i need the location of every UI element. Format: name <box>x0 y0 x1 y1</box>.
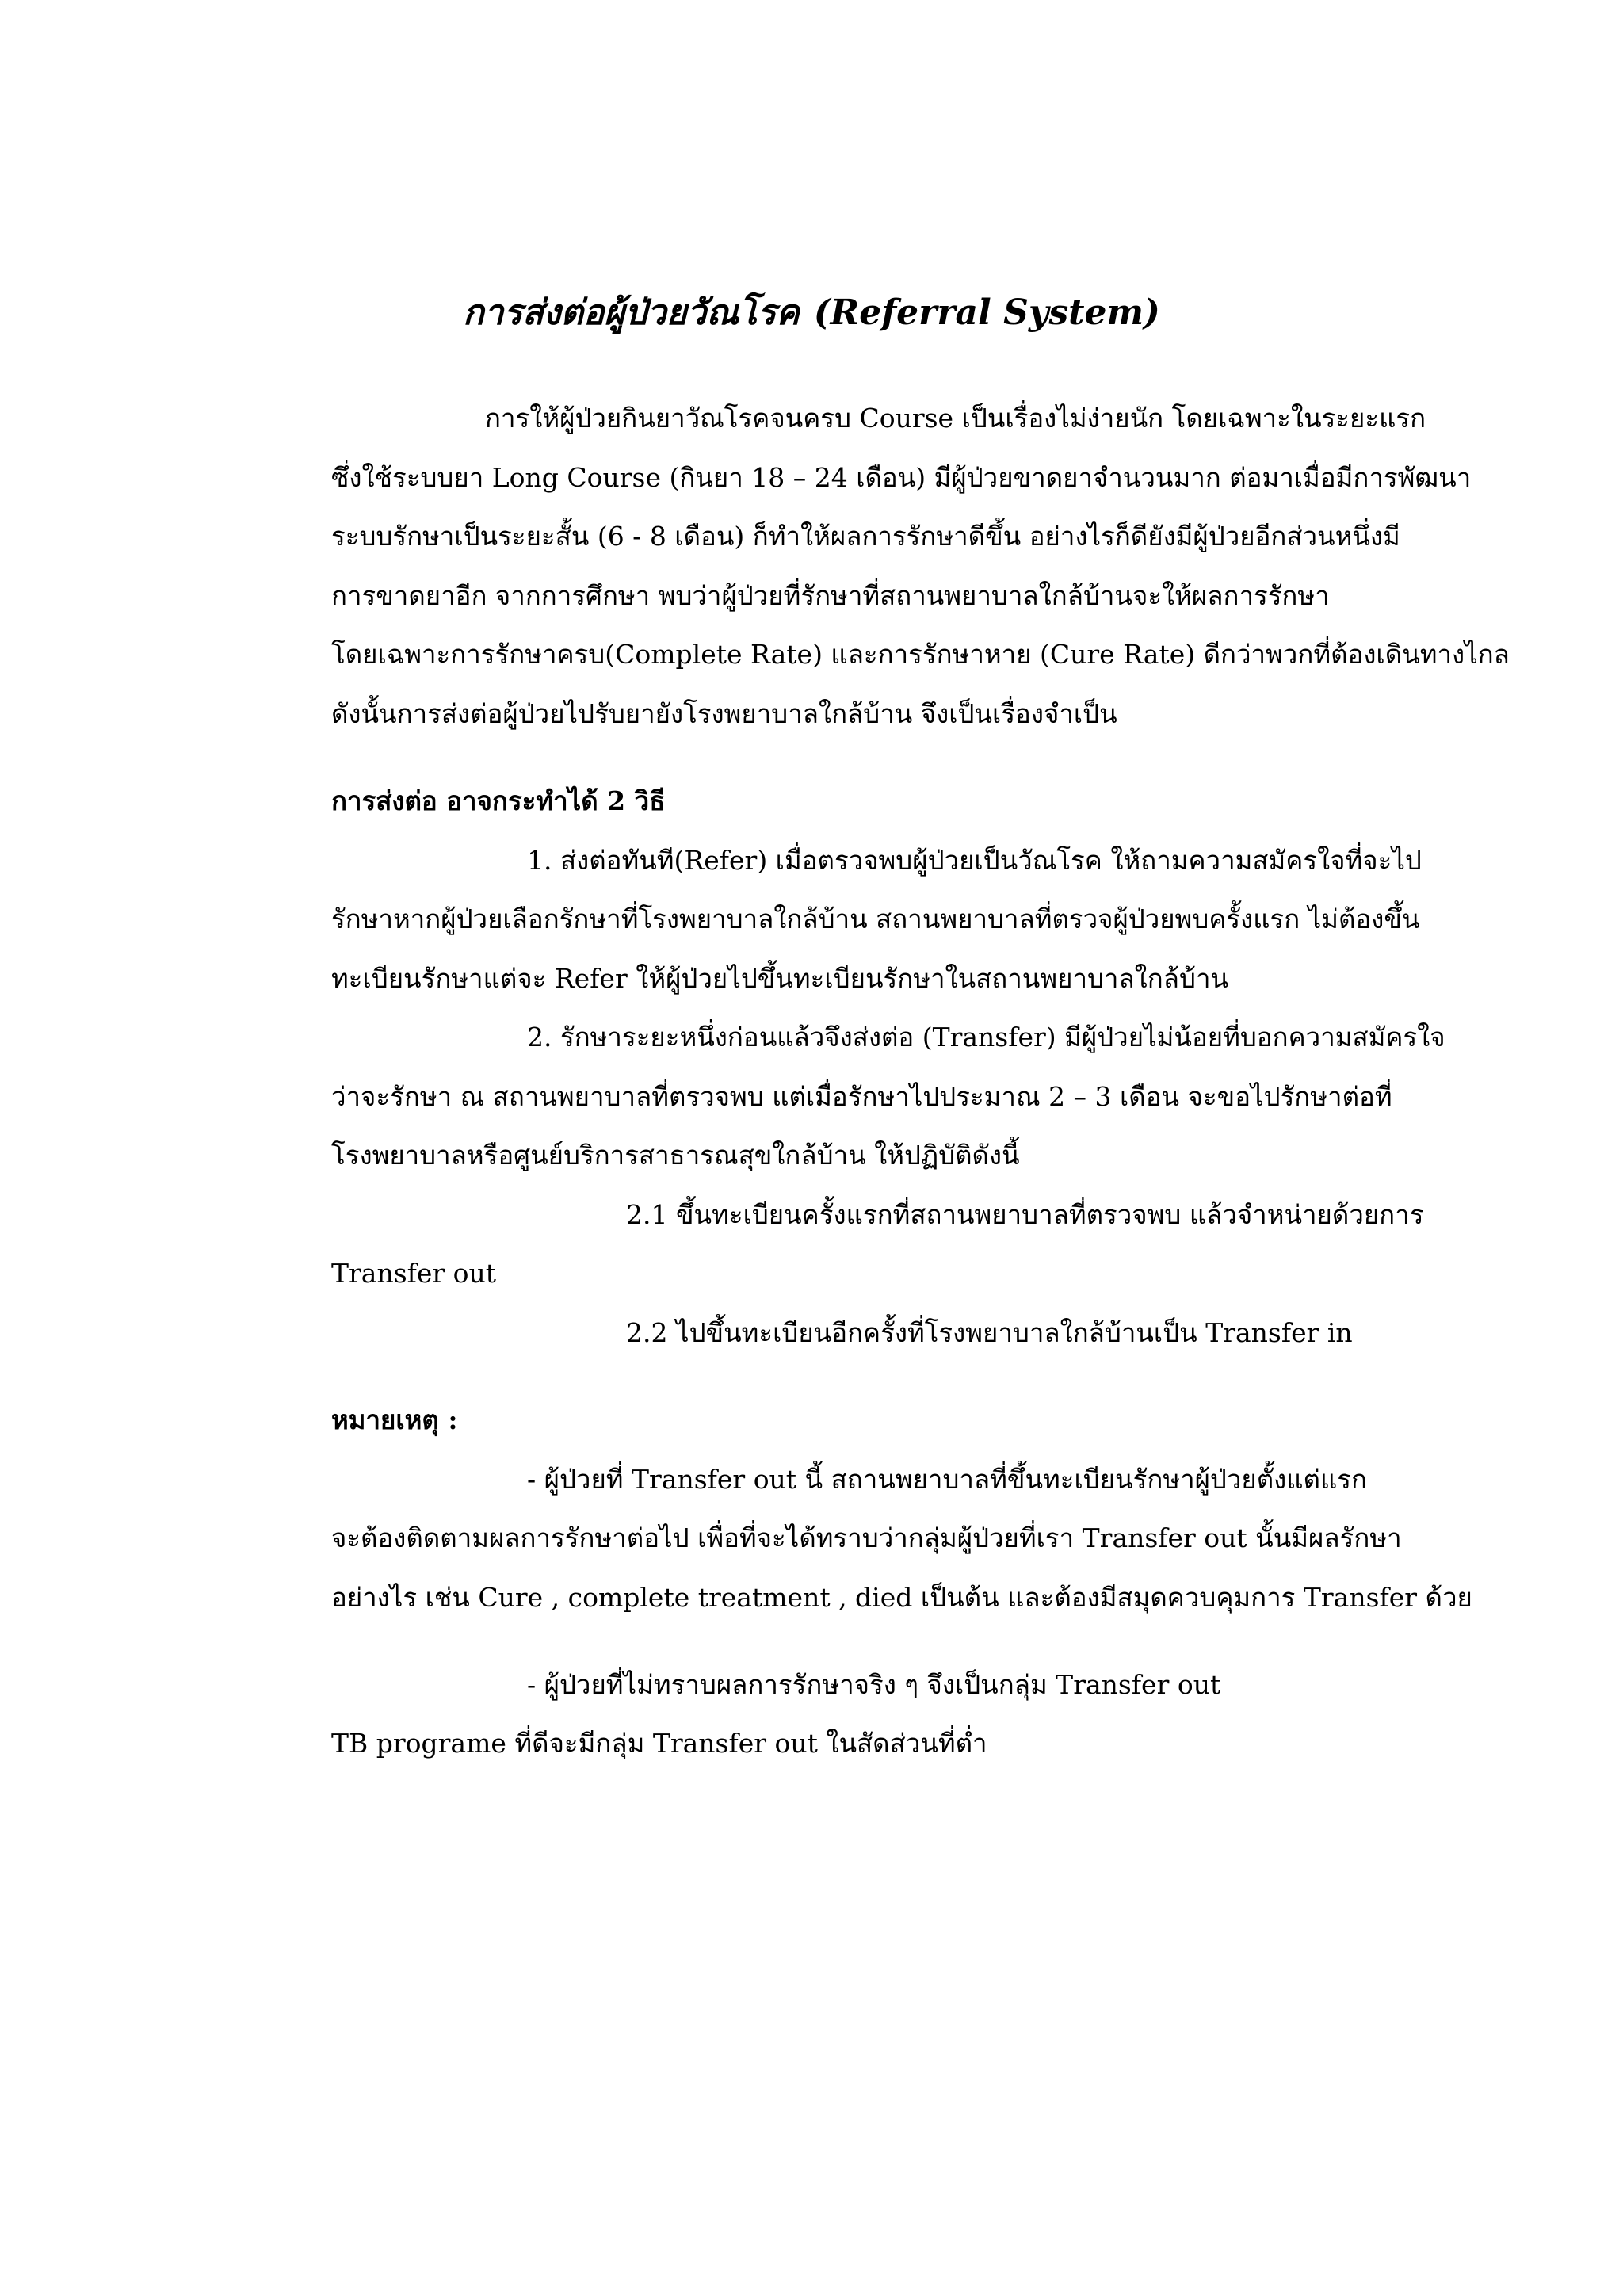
intro-line: โดยเฉพาะการรักษาครบ(Complete Rate) และการรักษาหาย (Cure Rate) ดีกว่าพวกที่ต้องเดินทางไกล <box>331 639 1510 670</box>
note1-line: อย่างไร เช่น Cure , complete treatment , died เป็นต้น และต้องมีสมุดควบคุมการ Transfer ด้วย <box>331 1582 1472 1613</box>
method2-line: ว่าจะรักษา ณ สถานพยาบาลที่ตรวจพบ แต่เมื่อรักษาไปประมาณ 2 – 3 เดือน จะขอไปรักษาต่อที่ <box>331 1081 1392 1112</box>
method1-line: 1. ส่งต่อทันที(Refer) เมื่อตรวจพบผู้ป่วยเป็นวัณโรค ให้ถามความสมัครใจที่จะไป <box>527 845 1422 876</box>
intro-line: การให้ผู้ป่วยกินยาวัณโรคจนครบ Course เป็นเรื่องไม่ง่ายนัก โดยเฉพาะในระยะแรก <box>485 403 1426 434</box>
note1-line: จะต้องติดตามผลการรักษาต่อไป เพื่อที่จะได้ทราบว่ากลุ่มผู้ป่วยที่เรา Transfer out นั้นมีผลรักษา <box>331 1522 1402 1553</box>
intro-line: การขาดยาอีก จากการศึกษา พบว่าผู้ป่วยที่รักษาที่สถานพยาบาลใกล้บ้านจะให้ผลการรักษา <box>331 580 1330 611</box>
step-2-1-line: Transfer out <box>331 1258 497 1289</box>
intro-line: ระบบรักษาเป็นระยะสั้น (6 - 8 เดือน) ก็ทำให้ผลการรักษาดีขึ้น อย่างไรก็ดียังมีผู้ป่วยอีกส่วนหนึ่งมี <box>331 521 1400 552</box>
method2-line: 2. รักษาระยะหนึ่งก่อนแล้วจึงส่งต่อ (Transfer) มีผู้ป่วยไม่น้อยที่บอกความสมัครใจ <box>527 1022 1445 1052</box>
intro-line: ซึ่งใช้ระบบยา Long Course (กินยา 18 – 24 เดือน) มีผู้ป่วยขาดยาจำนวนมาก ต่อมาเมื่อมีการพัฒนา <box>331 462 1472 493</box>
note-heading: หมายเหตุ : <box>331 1404 458 1435</box>
method1-line: รักษาหากผู้ป่วยเลือกรักษาที่โรงพยาบาลใกล้บ้าน สถานพยาบาลที่ตรวจผู้ป่วยพบครั้งแรก ไม่ต้องขึ้น <box>331 904 1420 934</box>
note1-line: - ผู้ป่วยที่ Transfer out นี้ สถานพยาบาลที่ขึ้นทะเบียนรักษาผู้ป่วยตั้งแต่แรก <box>527 1464 1367 1495</box>
step-2-2-line: 2.2 ไปขึ้นทะเบียนอีกครั้งที่โรงพยาบาลใกล้บ้านเป็น Transfer in <box>626 1317 1353 1348</box>
method1-line: ทะเบียนรักษาแต่จะ Refer ให้ผู้ป่วยไปขึ้นทะเบียนรักษาในสถานพยาบาลใกล้บ้าน <box>331 963 1229 994</box>
title-thai: การส่งต่อผู้ป่วยวัณโรค <box>463 292 800 333</box>
method2-line: โรงพยาบาลหรือศูนย์บริการสาธารณสุขใกล้บ้าน ให้ปฏิบัติดังนี้ <box>331 1140 1020 1171</box>
note2-line: - ผู้ป่วยที่ไม่ทราบผลการรักษาจริง ๆ จึงเป็นกลุ่ม Transfer out <box>527 1669 1221 1700</box>
title-english: (Referral System) <box>813 292 1160 333</box>
intro-line: ดังนั้นการส่งต่อผู้ป่วยไปรับยายังโรงพยาบาลใกล้บ้าน จึงเป็นเรื่องจำเป็น <box>331 698 1117 729</box>
note2-line: TB programe ที่ดีจะมีกลุ่ม Transfer out ในสัดส่วนที่ต่ำ <box>331 1728 987 1759</box>
step-2-1-line: 2.1 ขึ้นทะเบียนครั้งแรกที่สถานพยาบาลที่ตรวจพบ แล้วจำหน่ายด้วยการ <box>626 1199 1424 1230</box>
methods-heading: การส่งต่อ อาจกระทำได้ 2 วิธี <box>331 785 666 816</box>
document-title <box>0 289 1623 337</box>
